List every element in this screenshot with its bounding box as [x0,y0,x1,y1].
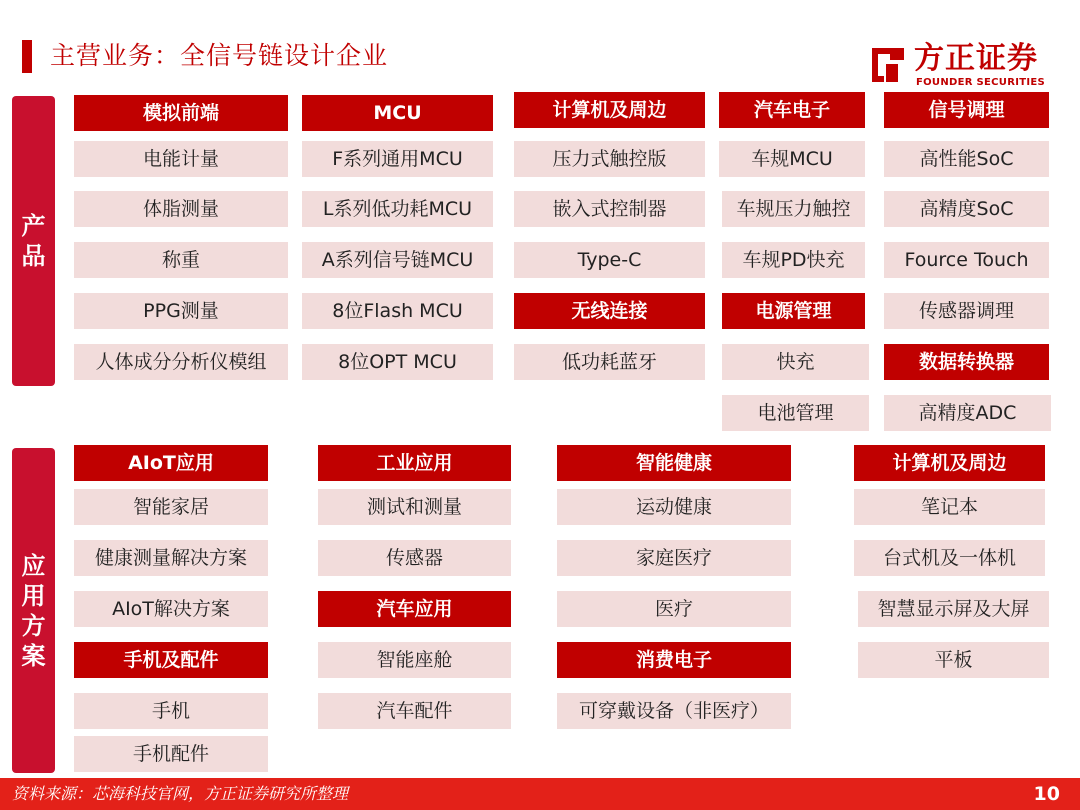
product-item: 快充 [722,344,869,380]
solution-item: 笔记本 [854,489,1045,525]
solution-item: 可穿戴设备（非医疗） [557,693,791,729]
solution-item: 测试和测量 [318,489,511,525]
product-item: 车规MCU [719,141,865,177]
product-item: 8位Flash MCU [302,293,493,329]
logo-chinese-text: 方正证券 [914,41,1038,76]
product-item: 车规PD快充 [722,242,865,278]
product-item: 低功耗蓝牙 [514,344,705,380]
product-item: Type-C [514,242,705,278]
product-header-computer-peripherals: 计算机及周边 [514,92,705,128]
title-accent-bar [22,40,32,73]
product-item: 称重 [74,242,288,278]
product-item: 高精度ADC [884,395,1051,431]
solution-header-industrial: 工业应用 [318,445,511,481]
solution-item: 手机配件 [74,736,268,772]
solution-item: 传感器 [318,540,511,576]
founder-logo-icon [864,44,906,86]
product-item: F系列通用MCU [302,141,493,177]
product-item: 高性能SoC [884,141,1049,177]
product-item: L系列低功耗MCU [302,191,493,227]
product-item: Fource Touch [884,242,1049,278]
product-item: 车规压力触控 [722,191,865,227]
founder-securities-logo [864,41,1054,90]
product-item: 传感器调理 [884,293,1049,329]
solution-item: 医疗 [557,591,791,627]
solution-item: 运动健康 [557,489,791,525]
product-header-mcu: MCU [302,95,493,131]
solution-item: 手机 [74,693,268,729]
product-item: 8位OPT MCU [302,344,493,380]
product-item: PPG测量 [74,293,288,329]
product-header-signal-conditioning: 信号调理 [884,92,1049,128]
product-header-wireless: 无线连接 [514,293,705,329]
logo-english-text: FOUNDER SECURITIES [916,77,1046,88]
product-item: A系列信号链MCU [302,242,493,278]
solution-item: 健康测量解决方案 [74,540,268,576]
source-note: 资料来源：芯海科技官网，方正证券研究所整理 [12,784,349,803]
solution-header-aiot: AIoT应用 [74,445,268,481]
product-item: 高精度SoC [884,191,1049,227]
product-item: 电能计量 [74,141,288,177]
solution-item: 台式机及一体机 [854,540,1045,576]
solution-header-computer-peripherals: 计算机及周边 [854,445,1045,481]
solution-header-phone-accessories: 手机及配件 [74,642,268,678]
product-header-analog-frontend: 模拟前端 [74,95,288,131]
solution-item: 智慧显示屏及大屏 [858,591,1049,627]
product-item: 体脂测量 [74,191,288,227]
product-header-auto-electronics: 汽车电子 [719,92,865,128]
solution-item: AIoT解决方案 [74,591,268,627]
solution-item: 智能家居 [74,489,268,525]
solution-item: 汽车配件 [318,693,511,729]
page-title: 主营业务：全信号链设计企业 [50,41,389,70]
product-header-power-management: 电源管理 [722,293,865,329]
product-item: 电池管理 [722,395,869,431]
solution-item: 平板 [858,642,1049,678]
product-item: 人体成分分析仪模组 [74,344,288,380]
solution-item: 家庭医疗 [557,540,791,576]
solution-header-smart-health: 智能健康 [557,445,791,481]
product-header-data-converter: 数据转换器 [884,344,1049,380]
products-side-label: 产品 [12,96,55,386]
solution-header-consumer-electronics: 消费电子 [557,642,791,678]
footer-bar [0,778,1080,810]
solution-header-automotive: 汽车应用 [318,591,511,627]
solutions-side-label: 应用方案 [12,448,55,773]
page-number: 10 [1033,783,1060,805]
solution-item: 智能座舱 [318,642,511,678]
product-item: 嵌入式控制器 [514,191,705,227]
product-item: 压力式触控版 [514,141,705,177]
